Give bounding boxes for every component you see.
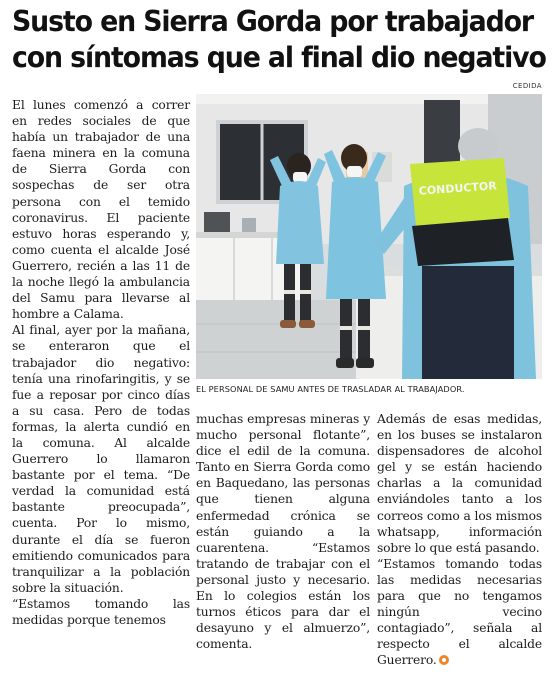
article-headline — [12, 4, 546, 76]
photo-illustration — [196, 94, 542, 379]
headline-line-1: Susto en Sierra Gorda por trabajador — [12, 5, 534, 38]
paragraph: Además de esas medidas, en los buses se instalaron dispensadores de alcohol gel y se están haciendo charlas a la comunidad enviándoles tanto a los correos como a los mismos whatsapp, información sobre lo que está pasando. — [377, 412, 542, 555]
paragraph: muchas empresas mineras y mucho personal flotante”, dice el edil de la comuna. Tanto en Sierra Gorda como en Baquedano, las personas que tienen alguna enfermedad crónica se están guiando a la cuarentena. “Estamos tratando de trabajar con el personal justo y necesario. En lo colegios están los turnos éticos para dar el desayuno y el almuerzo”, comenta. — [196, 412, 370, 652]
photo-credit: CEDIDA — [512, 82, 542, 90]
article-column-3 — [377, 411, 542, 669]
photo-caption: EL PERSONAL DE SAMU ANTES DE TRASLADAR AL TRABAJADOR. — [196, 384, 465, 394]
vest-label: CONDUCTOR — [418, 179, 498, 198]
paragraph: “Estamos tomando las medidas porque tenemos — [12, 596, 190, 627]
paragraph-text: “Estamos tomando todas las medidas necesarias para que no tengamos ningún vecino contagiado”, señala al respecto el alcalde Guerrero. — [377, 556, 542, 668]
article-photo — [196, 94, 542, 379]
paragraph — [377, 556, 542, 669]
article-column-2 — [196, 411, 370, 652]
paragraph: Al final, ayer por la mañana, se enteraron que el trabajador dio negativo: tenía una rinofaringitis, y se fue a reposar por cinco días a su casa. Pero de todas formas, la alerta cundió en la comuna. Al alcalde Guerrero lo llamaron bastante por el tema. “De verdad la comunidad está bastante preocupada”, cuenta. Por lo mismo, durante el día se fueron emitiendo comunicados para tranquilizar a la población sobre la situación. — [12, 323, 190, 595]
article-column-1 — [12, 97, 190, 628]
headline-line-2: con síntomas que al final dio negativo — [12, 41, 546, 74]
paragraph: El lunes comenzó a correr en redes sociales de que había un trabajador de una faena minera en la comuna de Sierra Gorda con sospechas de ser otra persona con el temido coronavirus. El paciente estuvo horas esperando y, como cuenta el alcalde José Guerrero, recién a las 11 de la noche llegó la ambulancia del Samu para llevarse al hombre a Calama. — [12, 98, 190, 322]
end-of-article-icon — [439, 655, 449, 665]
